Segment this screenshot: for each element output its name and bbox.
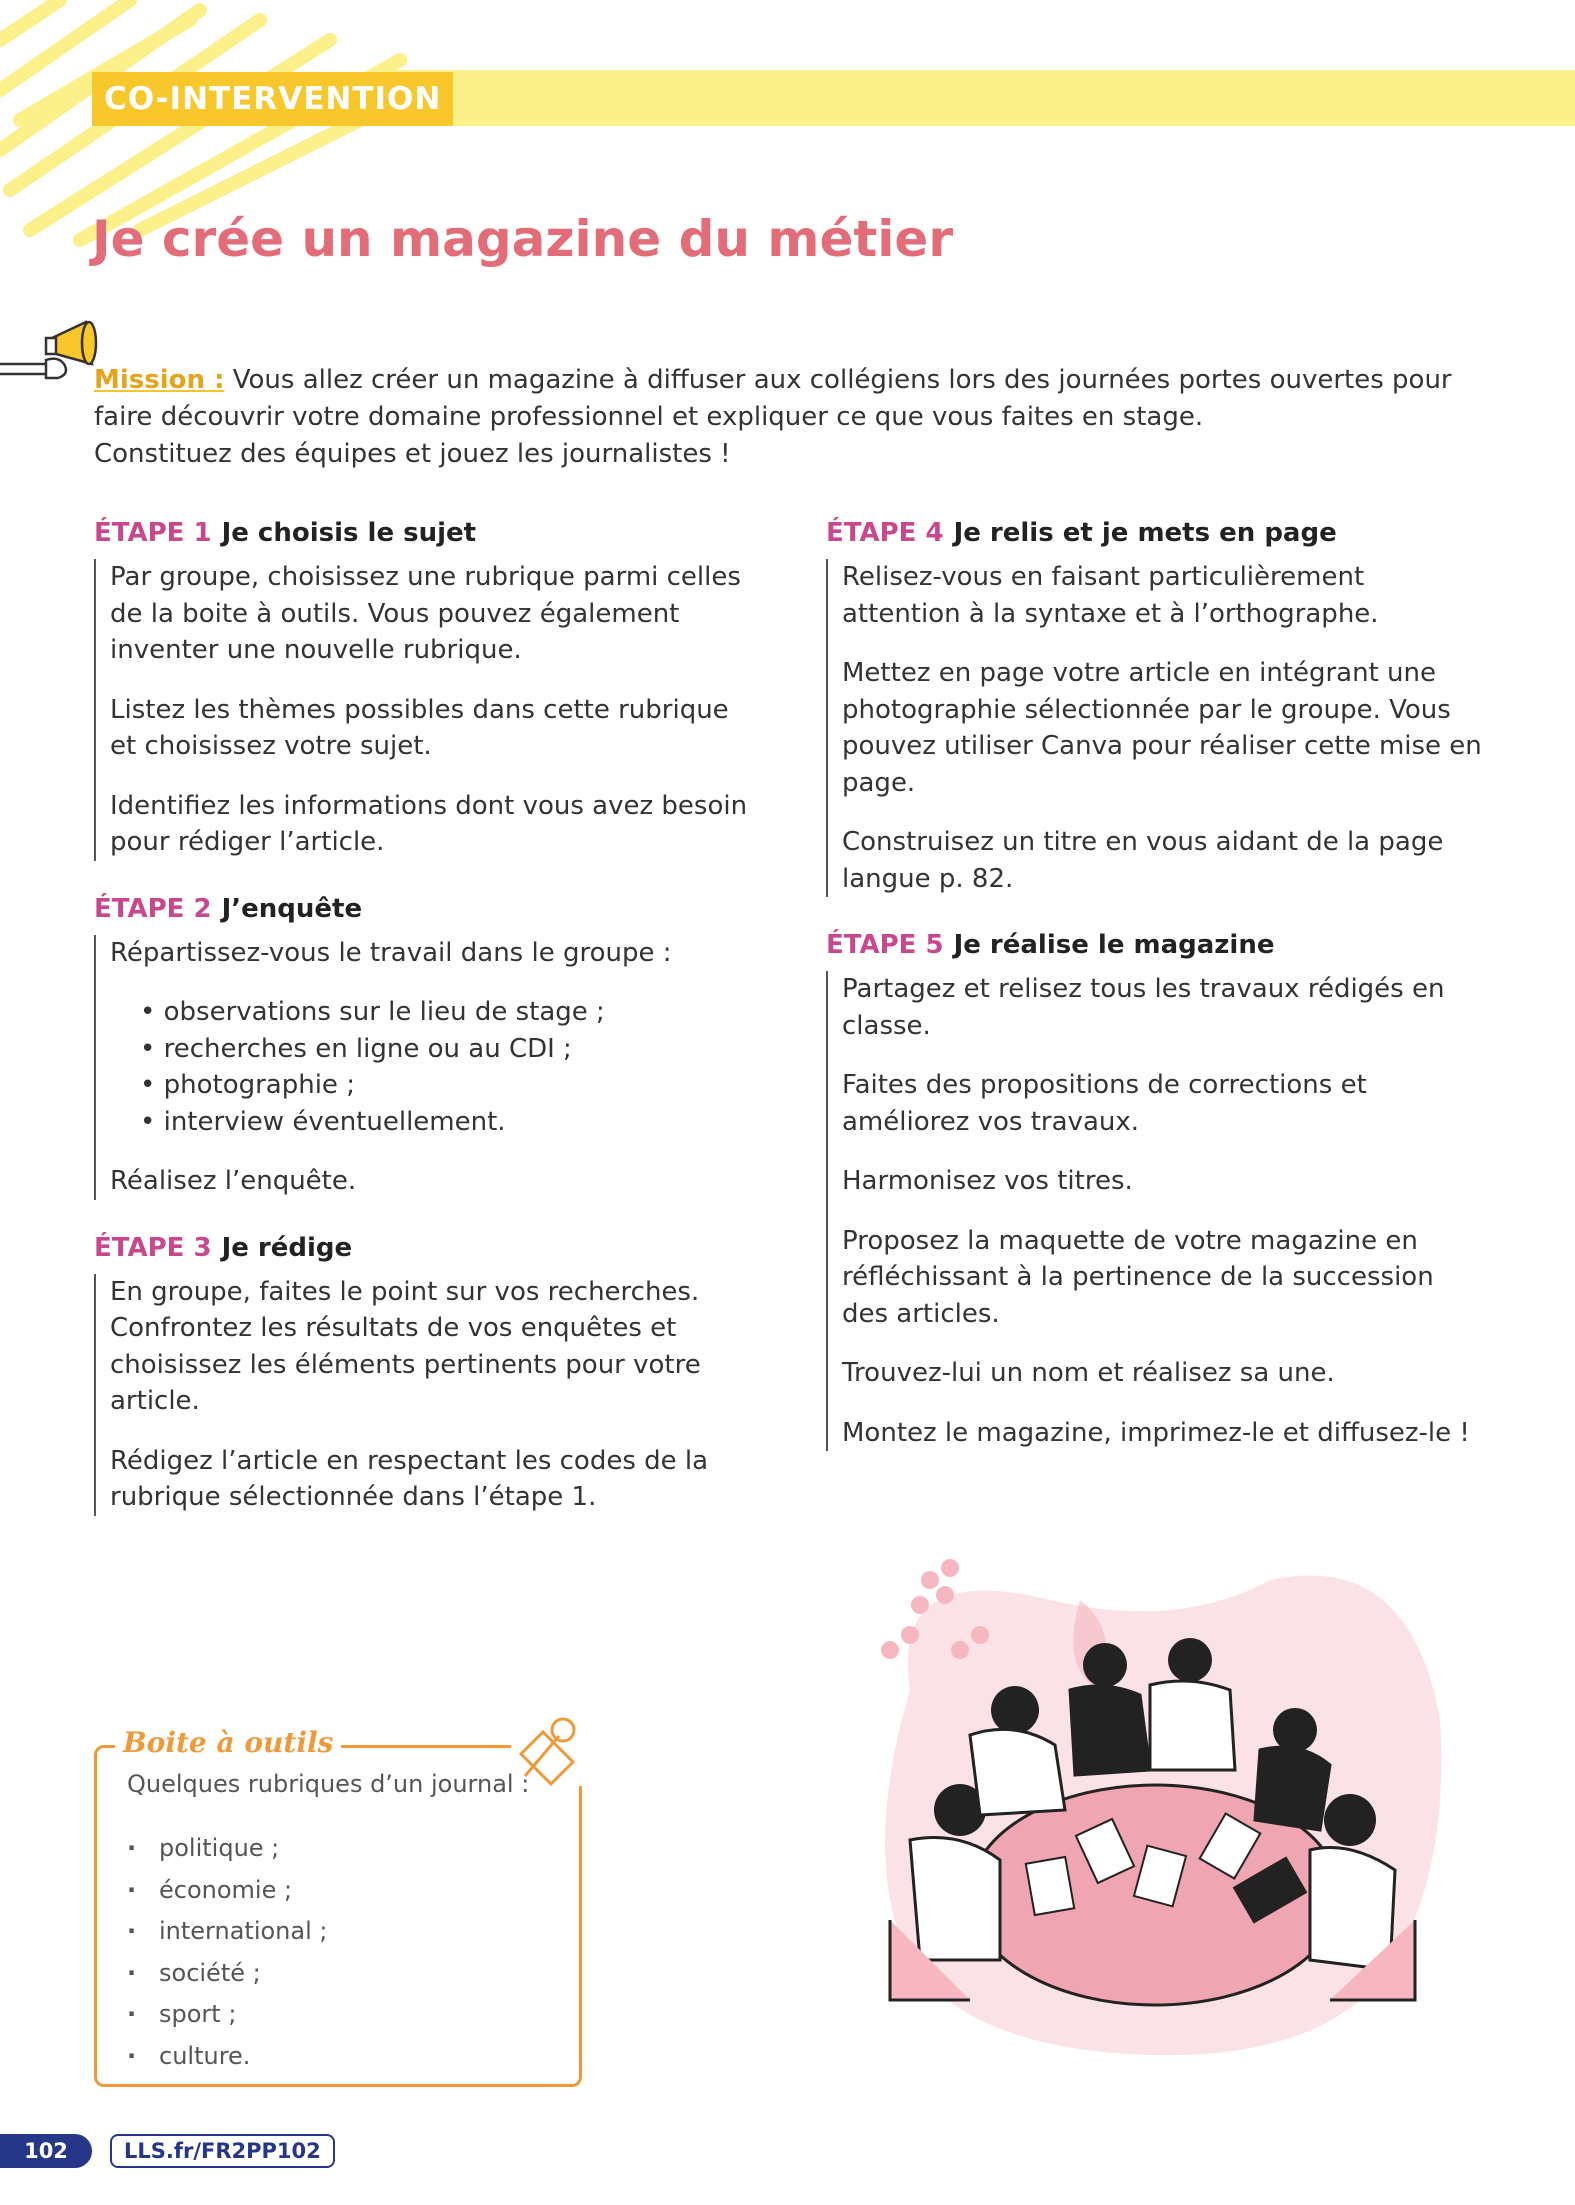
step-title: Je relis et je mets en page — [953, 518, 1337, 548]
rubric-item: · culture. — [127, 2036, 327, 2078]
step-number: ÉTAPE 2 — [94, 893, 212, 924]
step-paragraph: Mettez en page votre article en intégrant une photographie sélectionnée par le groupe. Vous pouvez utiliser Canva pour réaliser cette mise en page. — [842, 658, 1482, 798]
list-item: • interview éventuellement. — [140, 1104, 754, 1141]
step-number: ÉTAPE 5 — [826, 930, 944, 960]
task-list — [110, 994, 754, 1140]
page-number: 102 — [0, 2134, 92, 2168]
step-paragraph: Trouvez-lui un nom et réalisez sa une. — [842, 1358, 1335, 1388]
step-paragraph: Réalisez l’enquête. — [110, 1166, 357, 1196]
rubric-item: · international ; — [127, 1911, 327, 1953]
step-title: J’enquête — [221, 893, 363, 924]
header-band — [380, 70, 1575, 126]
step-number: ÉTAPE 3 — [94, 1232, 212, 1263]
step-paragraph: Montez le magazine, imprimez-le et diffusez-le ! — [842, 1417, 1470, 1448]
step-number: ÉTAPE 1 — [94, 518, 212, 548]
mission-label: Mission : — [94, 365, 225, 395]
right-column — [826, 515, 1486, 1481]
list-item: • observations sur le lieu de stage ; — [140, 994, 754, 1031]
rubric-item: · politique ; — [127, 1828, 327, 1870]
mission-body: Vous allez créer un magazine à diffuser aux collégiens lors des journées portes ouvertes pour faire découvrir votre domaine professionnel et expliquer ce que vous faites en stage. — [94, 365, 1452, 432]
mission-body-2: Constituez des équipes et jouez les journalistes ! — [94, 439, 731, 469]
step-paragraph: Partagez et relisez tous les travaux rédigés en classe. — [842, 974, 1445, 1041]
page-title: Je crée un magazine du métier — [92, 210, 953, 268]
step-title: Je rédige — [221, 1232, 353, 1263]
rubric-item: · sport ; — [127, 1994, 327, 2036]
step-paragraph: Harmonisez vos titres. — [842, 1166, 1133, 1196]
list-item: • recherches en ligne ou au CDI ; — [140, 1031, 754, 1068]
rubric-item: · économie ; — [127, 1870, 327, 1912]
left-column — [94, 515, 754, 1546]
step-2 — [94, 891, 754, 1200]
step-paragraph: Répartissez-vous le travail dans le groupe : — [110, 937, 672, 968]
mission-text — [94, 362, 1494, 473]
step-paragraph: Proposez la maquette de votre magazine en réfléchissant à la pertinence de la succession des articles. — [842, 1225, 1434, 1329]
step-paragraph: Par groupe, choisissez une rubrique parmi celles de la boite à outils. Vous pouvez également inventer une nouvelle rubrique. — [110, 562, 741, 665]
rubric-list — [127, 1828, 327, 2077]
rubric-item: · société ; — [127, 1953, 327, 1995]
toolbox-title: Boite à outils — [115, 1726, 341, 1759]
step-4 — [826, 515, 1486, 897]
step-paragraph: Identifiez les informations dont vous avez besoin pour rédiger l’article. — [110, 790, 748, 857]
step-1 — [94, 515, 754, 861]
step-5 — [826, 927, 1486, 1451]
step-title: Je choisis le sujet — [221, 518, 477, 548]
team-meeting-illustration — [850, 1540, 1450, 2060]
step-3 — [94, 1230, 754, 1516]
toolbox-intro: Quelques rubriques d’un journal : — [127, 1770, 530, 1798]
step-number: ÉTAPE 4 — [826, 518, 944, 548]
step-title: Je réalise le magazine — [953, 930, 1275, 960]
toolbox-box — [94, 1726, 582, 2087]
list-item: • photographie ; — [140, 1067, 754, 1104]
step-paragraph: Rédigez l’article en respectant les codes de la rubrique sélectionnée dans l’étape 1. — [110, 1445, 709, 1512]
step-paragraph: Construisez un titre en vous aidant de la page langue p. 82. — [842, 827, 1444, 894]
resource-link[interactable]: LLS.fr/FR2PP102 — [110, 2134, 335, 2168]
step-paragraph: Listez les thèmes possibles dans cette rubrique et choisissez votre sujet. — [110, 694, 729, 761]
section-tag: CO-INTERVENTION — [92, 72, 453, 126]
step-paragraph: En groupe, faites le point sur vos recherches. Confrontez les résultats de vos enquêtes et choisissez les éléments pertinents pour votre article. — [110, 1276, 701, 1416]
step-paragraph: Relisez-vous en faisant particulièrement attention à la syntaxe et à l’orthographe. — [842, 562, 1379, 629]
step-paragraph: Faites des propositions de corrections et améliorez vos travaux. — [842, 1070, 1367, 1137]
